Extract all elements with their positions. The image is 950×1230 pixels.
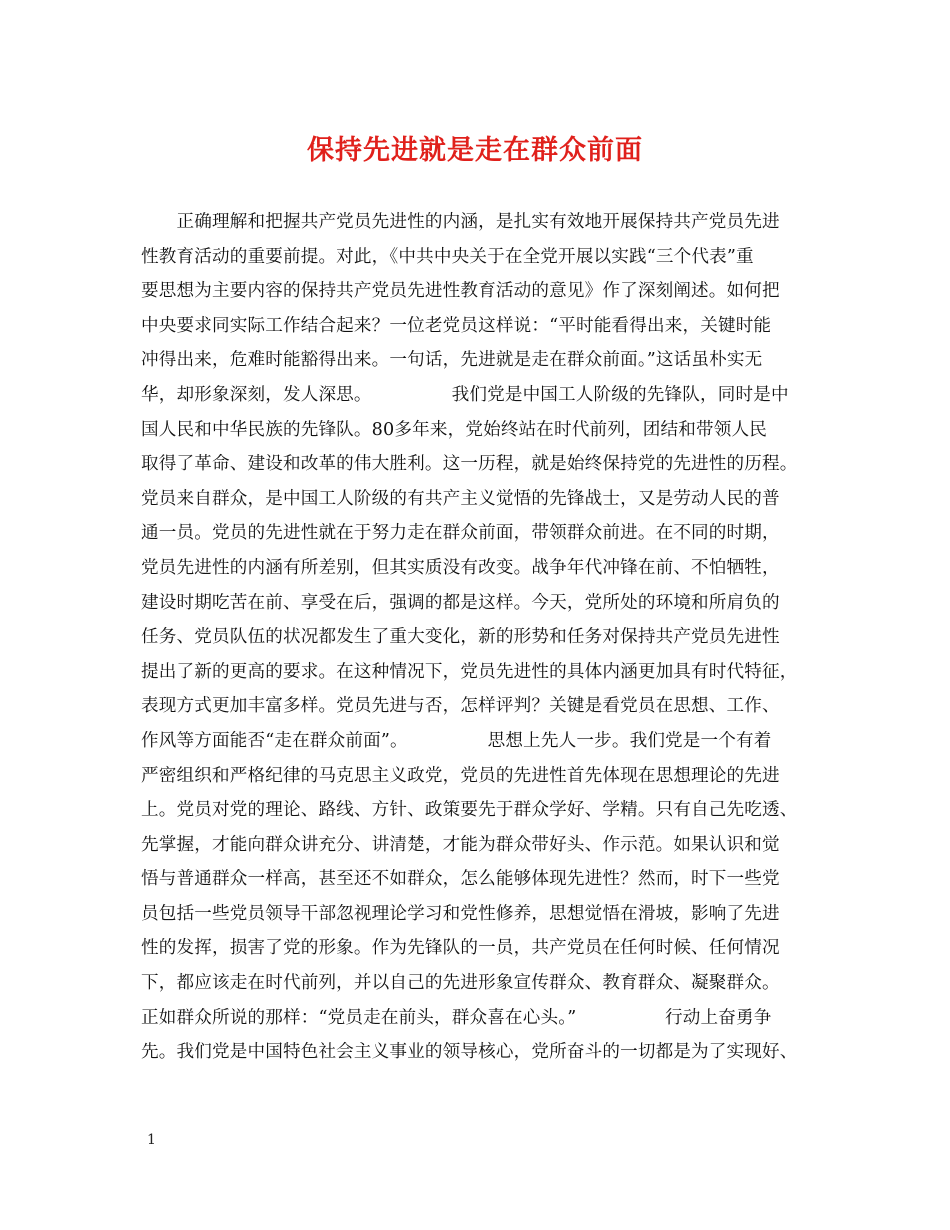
document-title: 保持先进就是走在群众前面 xyxy=(307,135,643,166)
body-line: 要思想为主要内容的保持共产党员先进性教育活动的意见》作了深刻阐述。如何把 xyxy=(141,281,780,302)
body-line: 党员先进性的内涵有所差别，但其实质没有改变。战争年代冲锋在前、不怕牺牲， xyxy=(141,557,780,578)
body-line: 下，都应该走在时代前列，并以自己的先进形象宣传群众、教育群众、凝聚群众。 xyxy=(141,973,780,994)
page-number: 1 xyxy=(147,1132,156,1148)
body-line: 通一员。党员的先进性就在于努力走在群众前面，带领群众前进。在不同的时期， xyxy=(141,523,780,544)
body-line: 党员来自群众，是中国工人阶级的有共产主义觉悟的先锋战士，又是劳动人民的普 xyxy=(141,488,780,509)
body-line: 任务、党员队伍的状况都发生了重大变化，新的形势和任务对保持共产党员先进性 xyxy=(141,627,780,648)
body-line: 华，却形象深刻，发人深思。 我们党是中国工人阶级的先锋队，同时是中 xyxy=(141,384,789,405)
body-line: 正确理解和把握共产党员先进性的内涵，是扎实有效地开展保持共产党员先进 xyxy=(141,212,780,232)
body-line: 性的发挥，损害了党的形象。作为先锋队的一员，共产党员在任何时候、任何情况 xyxy=(141,938,780,959)
body-line: 严密组织和严格纪律的马克思主义政党，党员的先进性首先体现在思想理论的先进 xyxy=(141,765,780,786)
body-line: 国人民和中华民族的先锋队。80多年来，党始终站在时代前列，团结和带领人民 xyxy=(141,419,767,440)
body-line: 正如群众所说的那样：“党员走在前头，群众喜在心头。” 行动上奋勇争 xyxy=(141,1007,772,1028)
body-line: 建设时期吃苦在前、享受在后，强调的都是这样。今天，党所处的环境和所肩负的 xyxy=(141,592,780,613)
body-line: 先。我们党是中国特色社会主义事业的领导核心，党所奋斗的一切都是为了实现好、 xyxy=(141,1042,798,1063)
body-line: 员包括一些党员领导干部忽视理论学习和党性修养，思想觉悟在滑坡，影响了先进 xyxy=(141,903,780,924)
body-line: 取得了革命、建设和改革的伟大胜利。这一历程，就是始终保持党的先进性的历程。 xyxy=(141,454,798,475)
body-line: 作风等方面能否“走在群众前面”。 思想上先人一步。我们党是一个有着 xyxy=(141,730,772,751)
body-line: 性教育活动的重要前提。对此，《中共中央关于在全党开展以实践“三个代表”重 xyxy=(141,246,754,267)
body-line: 上。党员对党的理论、路线、方针、政策要先于群众学好、学精。只有自己先吃透、 xyxy=(141,800,798,821)
body-line: 悟与普通群众一样高，甚至还不如群众，怎么能够体现先进性？然而，时下一些党 xyxy=(141,869,780,890)
body-line: 冲得出来，危难时能豁得出来。一句话，先进就是走在群众前面。”这话虽朴实无 xyxy=(141,350,763,371)
document-body xyxy=(141,205,821,1070)
body-line: 先掌握，才能向群众讲充分、讲清楚，才能为群众带好头、作示范。如果认识和觉 xyxy=(141,834,780,855)
body-line: 提出了新的更高的要求。在这种情况下，党员先进性的具体内涵更加具有时代特征， xyxy=(141,661,798,682)
body-line: 中央要求同实际工作结合起来？一位老党员这样说：“平时能看得出来，关键时能 xyxy=(141,315,772,336)
body-line: 表现方式更加丰富多样。党员先进与否，怎样评判？关键是看党员在思想、工作、 xyxy=(141,696,780,717)
